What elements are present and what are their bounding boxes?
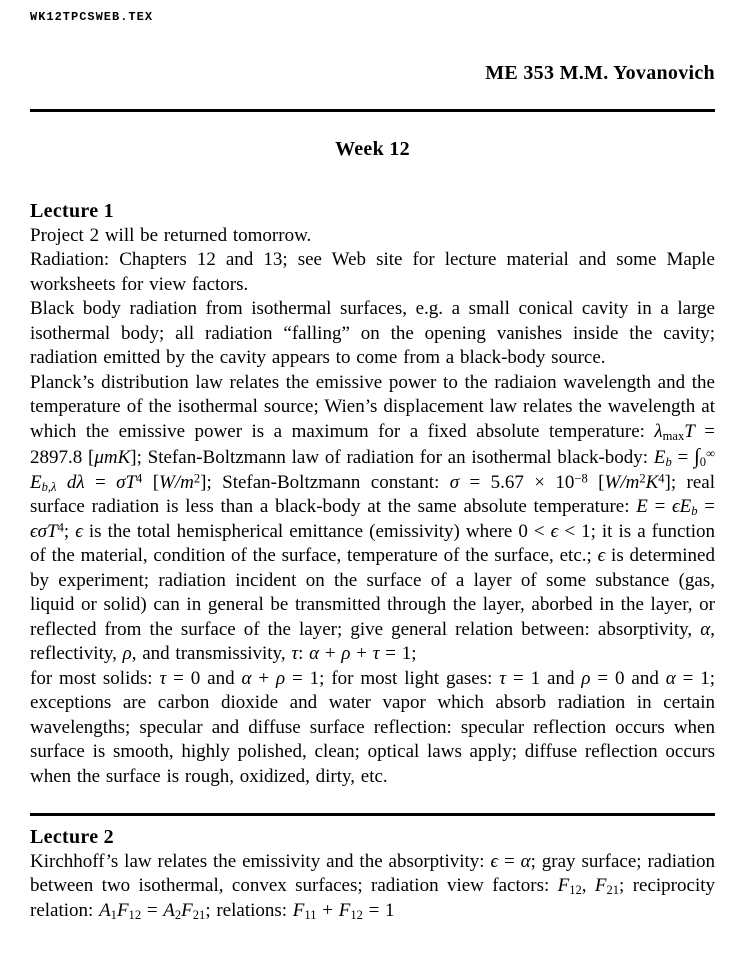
- paragraph-black-body-cavity: Black body radiation from isothermal surfaces, e.g. a small conical cavity in a large isothermal body; all radiation “falling” on the opening vanishes inside the cavity; radiation emitted by the cavity appears to come from a black-body source.: [30, 298, 715, 368]
- paragraph-solids-gases-reflection: for most solids: τ = 0 and α + ρ = 1; for most light gases: τ = 1 and ρ = 0 and α = 1; exceptions are carbon dioxide and water vapor which absorb radiation in certain wavelengths; specular and diffuse surface reflection: specular reflection occurs when surface is smooth, highly polished, clean; optical laws apply; diffuse reflection occurs when the surface is rough, oxidized, dirty, etc.: [30, 667, 716, 787]
- lecture-1-heading: Lecture 1: [30, 200, 114, 222]
- paragraph-radiation-chapters: Radiation: Chapters 12 and 13; see Web site for lecture material and some Maple worksheets for view factors.: [30, 249, 715, 295]
- header-rule: [30, 109, 715, 112]
- page-title: Week 12: [335, 138, 410, 160]
- filename-label: WK12TPCSWEB.TEX: [30, 10, 154, 24]
- paragraph-project-note: Project 2 will be returned tomorrow.: [30, 224, 312, 246]
- paragraph-planck-stefan-boltzmann: Planck’s distribution law relates the emissive power to the radiaion wavelength and the temperature of the isothermal source; Wien’s displacement law relates the wavelength at which the emissive power is a maximum for a fixed absolute temperature: $\lambda_{max}T = 2897.8$ [μmK]; Stefan-Boltzmann law of radiation for an isothermal black-body: $E_b = \int_0^\infty$ $E_{b,\lambda}$ $d\lambda = \sigma T^4$ $[W/m^2]$; Stefan-Boltzmann constant: $\sigma = 5.67 \times 10^{-8}$ $[W/m^2K^4]$; real surface radiation is less than a black-body at the same absolute temperature: $E = \epsilon E_b = \epsilon\sigma T^4$; ϵ is the total hemispherical emittance (emissivity) where 0 < ϵ < 1; it is a function of the material, condition of the surface, temperature of the surface, etc.; ϵ is determined by experiment; radiation incident on the surface of a layer of some substance (gas, liquid or solid) can in general be transmitted through the layer, aborbed in the layer, or reflected from the surface of the layer; give general relation between: absorptivity, α, reflectivity, ρ, and transmissivity, τ: α + ρ + τ = 1;: [30, 371, 716, 664]
- paragraph-kirchhoff-view-factors: Kirchhoff’s law relates the emissivity and the absorptivity: ϵ = α; gray surface; radiation between two isothermal, convex surfaces; radiation view factors: $F_{12}$, $F_{21}$; reciprocity relation: $A_1F_{12} = A_2F_{21}$; relations: $F_{11} + F_{12} = 1$: [30, 850, 715, 922]
- course-title: ME 353 M.M. Yovanovich: [485, 62, 715, 84]
- section-lecture-1: [30, 199, 715, 789]
- section-lecture-2: [30, 825, 715, 923]
- lecture-2-heading: Lecture 2: [30, 826, 114, 848]
- section-divider-rule: [30, 813, 715, 816]
